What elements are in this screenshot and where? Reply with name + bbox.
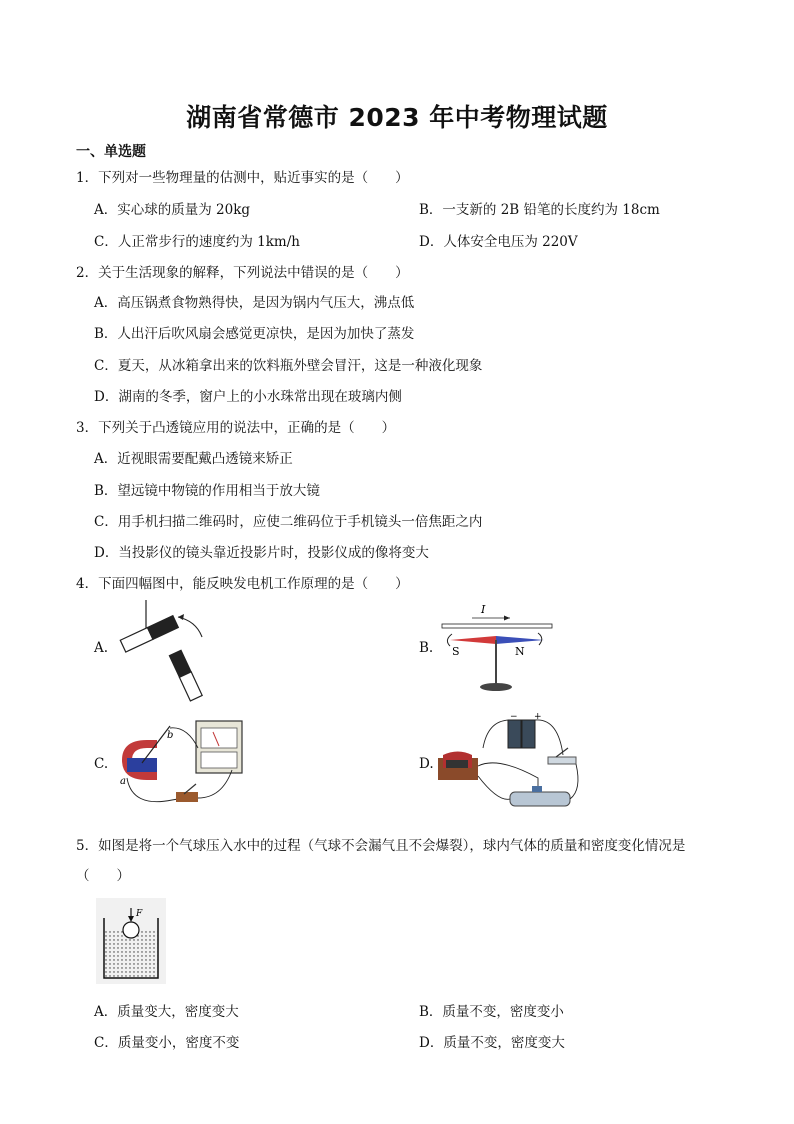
q2-option-a: A．高压锅煮食物熟得快，是因为锅内气压大，沸点低 <box>94 295 415 311</box>
question-3-stem: 3．下列关于凸透镜应用的说法中，正确的是（ ） <box>76 420 396 436</box>
wire-label-a: a <box>120 776 126 787</box>
question-5-stem-line2: （ ） <box>76 868 130 884</box>
q3-option-c: C．用手机扫描二维码时，应使二维码位于手机镜头一倍焦距之内 <box>94 514 483 530</box>
question-4-stem: 4．下面四幅图中，能反映发电机工作原理的是（ ） <box>76 576 409 592</box>
q4-figure-c-generator <box>112 718 252 813</box>
section-heading: 一、单选题 <box>76 144 146 160</box>
q4-label-c: C. <box>94 756 109 772</box>
svg-text:+: + <box>534 712 542 722</box>
s-pole-label: S <box>452 645 460 658</box>
q1-option-c: C．人正常步行的速度约为 1km/h <box>94 234 300 250</box>
question-1-stem: 1．下列对一些物理量的估测中，贴近事实的是（ ） <box>76 170 409 186</box>
q4-figure-d-motor-circuit <box>438 710 586 818</box>
current-label: I <box>481 603 486 616</box>
question-2-stem: 2．关于生活现象的解释，下列说法中错误的是（ ） <box>76 265 409 281</box>
q2-option-b: B．人出汗后吹风扇会感觉更凉快，是因为加快了蒸发 <box>94 326 415 342</box>
q5-figure-balloon-in-water <box>96 898 166 984</box>
q4-figure-a-magnets <box>112 595 222 705</box>
n-pole-label: N <box>515 645 525 658</box>
q5-option-a: A．质量变大，密度变大 <box>94 1004 239 1020</box>
q3-option-b: B．望远镜中物镜的作用相当于放大镜 <box>94 483 320 499</box>
q2-option-c: C．夏天，从冰箱拿出来的饮料瓶外壁会冒汗，这是一种液化现象 <box>94 358 483 374</box>
q5-option-b: B．质量不变，密度变小 <box>419 1004 564 1020</box>
q4-figure-b-oersted <box>440 600 560 695</box>
q3-option-d: D．当投影仪的镜头靠近投影片时，投影仪成的像将变大 <box>94 545 429 561</box>
question-5-stem-line1: 5．如图是将一个气球压入水中的过程（气球不会漏气且不会爆裂），球内气体的质量和密度变化情况是 <box>76 838 686 854</box>
q3-option-a: A．近视眼需要配戴凸透镜来矫正 <box>94 451 293 467</box>
q1-option-d: D．人体安全电压为 220V <box>419 234 578 250</box>
q1-option-b: B．一支新的 2B 铅笔的长度约为 18cm <box>419 202 660 218</box>
q5-option-d: D．质量不变，密度变大 <box>419 1035 565 1051</box>
q1-option-a: A．实心球的质量为 20kg <box>94 202 251 218</box>
q4-label-d: D. <box>419 756 434 772</box>
wire-label-b: b <box>167 730 174 741</box>
q4-label-a: A. <box>94 640 109 656</box>
page-title: 湖南省常德市 2023 年中考物理试题 <box>186 103 608 132</box>
force-label: F <box>136 909 143 919</box>
q4-label-b: B. <box>419 640 434 656</box>
q2-option-d: D．湖南的冬季，窗户上的小水珠常出现在玻璃内侧 <box>94 389 402 405</box>
svg-text:−: − <box>510 712 518 722</box>
q5-option-c: C．质量变小，密度不变 <box>94 1035 240 1051</box>
